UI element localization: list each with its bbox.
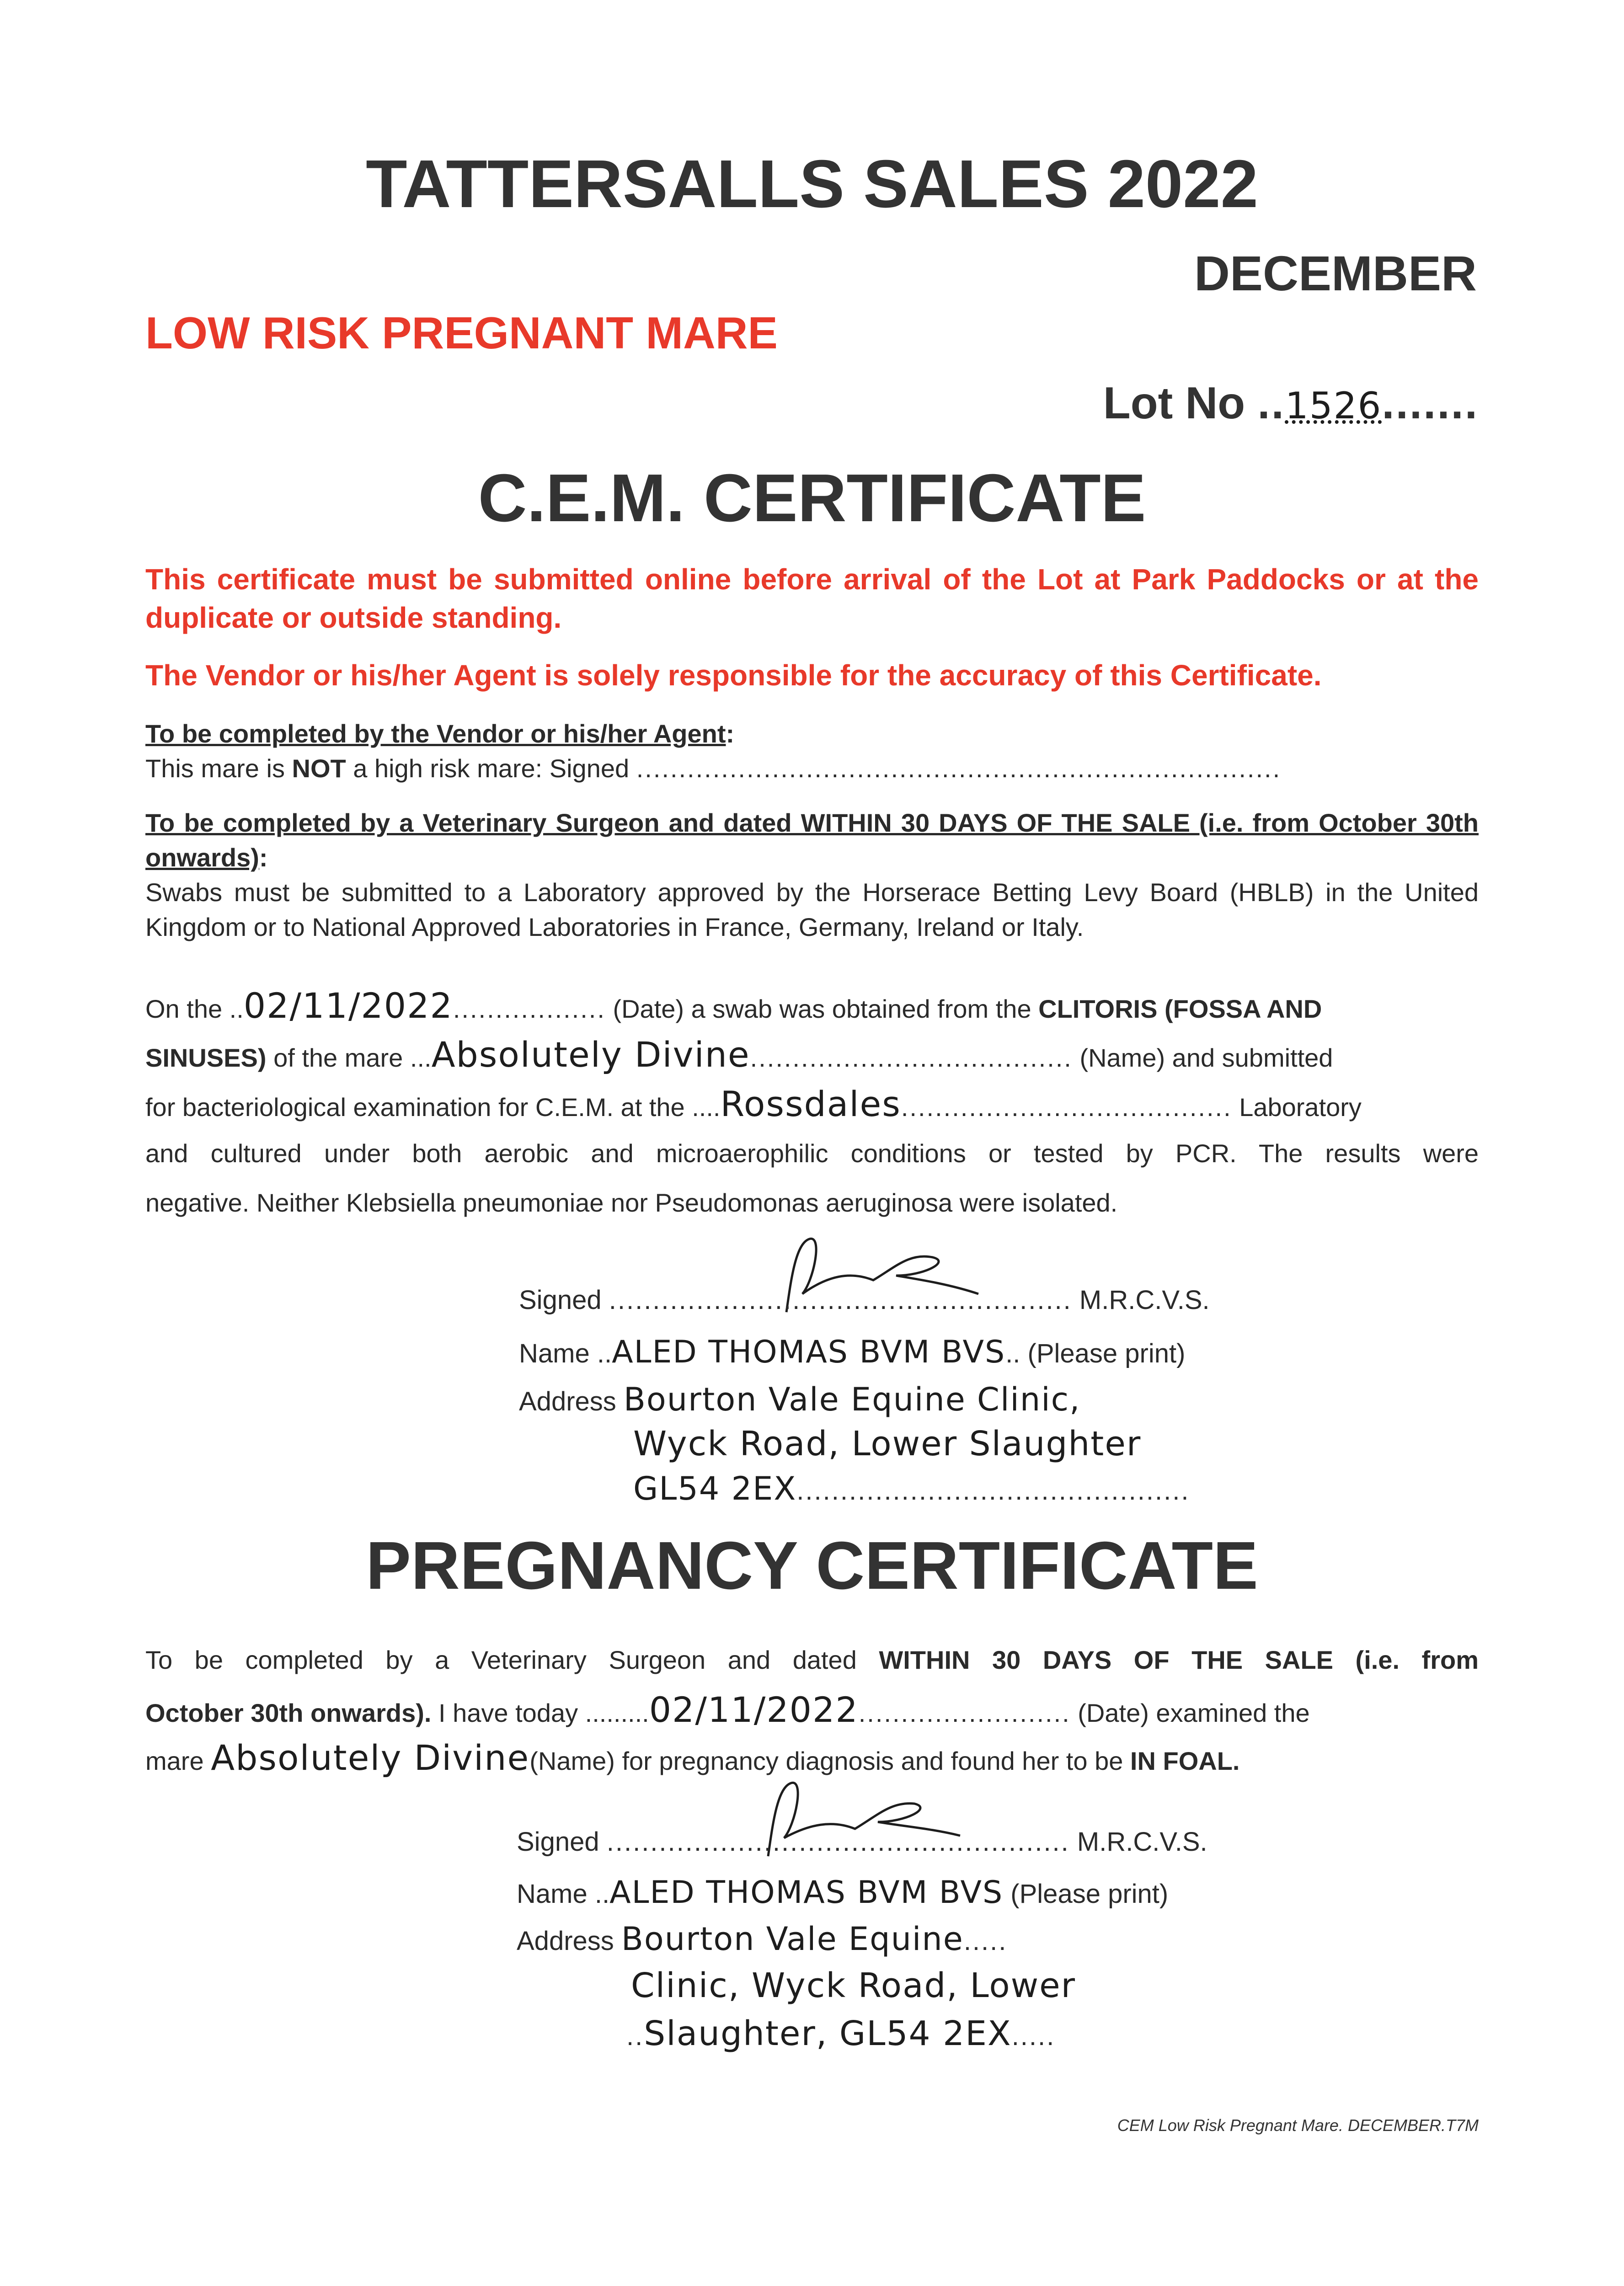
pregnancy-address-line-2: Clinic, Wyck Road, Lower [631,1966,1076,2005]
pregnancy-line-3: mare Absolutely Divine(Name) for pregnancy diagnosis and found her to be IN FOAL. [145,1737,1240,1778]
category-label: LOW RISK PREGNANT MARE [145,308,778,358]
pregnancy-name-row: Name ..ALED THOMAS BVM BVS (Please print) [517,1875,1169,1911]
swab-date: 02/11/2022 [243,985,453,1026]
cem-vet-name: ALED THOMAS BVM BVS [612,1334,1006,1370]
cem-signed-row: Signed ..................................................... M.R.C.V.S. [519,1285,1210,1315]
cem-address-row-3: GL54 2EX............................................. [633,1470,1190,1507]
vendor-section: To be completed by the Vendor or his/her Agent: This mare is NOT a high risk mare: Signed ............................................................................ [145,719,1282,783]
vet-section: To be completed by a Veterinary Surgeon and dated WITHIN 30 DAYS OF THE SALE (i.e. from October 30th onwards): Swabs must be submitted to a Laboratory approved by the Horserace Betting Levy Board (HBLB) in the United Kingdom or to National Approved Laboratories in France, Germany, Ireland or Italy. [145,808,1479,941]
document-title: TATTERSALLS SALES 2022 [366,146,1258,222]
pregnancy-address-row: Address Bourton Vale Equine..... [517,1920,1008,1958]
swab-line-1: On the ..02/11/2022.................. (Date) a swab was obtained from the CLITORIS (FOSSA AND [145,985,1322,1026]
responsibility-notice: The Vendor or his/her Agent is solely responsible for the accuracy of this Certificate. [145,659,1322,692]
form-code: CEM Low Risk Pregnant Mare. DECEMBER.T7M [1117,2116,1479,2135]
vet-instructions: Swabs must be submitted to a Laboratory approved by the Horserace Betting Levy Board (HBLB) in the United Kingdom or to National Approved Laboratories in France, Germany, Ireland or Italy. [145,878,1479,941]
cem-address-line-2: Wyck Road, Lower Slaughter [633,1424,1142,1463]
cem-name-row: Name ..ALED THOMAS BVM BVS.. (Please print) [519,1334,1186,1370]
laboratory-name: Rossdales [720,1084,901,1124]
lot-label: Lot No [1103,378,1245,428]
pregnancy-vet-name: ALED THOMAS BVM BVS [609,1875,1004,1911]
pregnancy-address-line-3: Slaughter, GL54 2EX [644,2014,1012,2053]
cem-address-line-3: GL54 2EX [633,1470,797,1507]
lot-number-field: Lot No ..1526....... [1103,378,1479,428]
vendor-signature-line: ............................................................................ [636,754,1282,783]
vet-heading: To be completed by a Veterinary Surgeon and dated WITHIN 30 DAYS OF THE SALE (i.e. from October 30th onwards) [145,808,1479,872]
lot-number-value: 1526 [1285,385,1382,427]
pregnancy-signed-row: Signed ..................................................... M.R.C.V.S. [517,1827,1207,1857]
result-line-1: and cultured under both aerobic and microaerophilic conditions or tested by PCR. The results were [145,1139,1479,1168]
vendor-heading: To be completed by the Vendor or his/her Agent [145,719,726,748]
pregnancy-line-2: October 30th onwards). I have today .........02/11/2022......................... (Date) examined the [145,1689,1310,1730]
sale-month: DECEMBER [1194,246,1477,301]
pregnancy-line-1: To be completed by a Veterinary Surgeon and dated WITHIN 30 DAYS OF THE SALE (i.e. from [145,1645,1479,1674]
swab-line-2: SINUSES) of the mare ...Absolutely Divine...................................... (Name) and submitted [145,1034,1333,1075]
mare-name-pregnancy: Absolutely Divine [211,1737,530,1778]
mare-name-cem: Absolutely Divine [431,1034,750,1075]
pregnancy-address-row-3: ..Slaughter, GL54 2EX..... [626,2014,1056,2053]
cem-address-line-1: Bourton Vale Equine Clinic, [623,1381,1081,1418]
cem-address-row: Address Bourton Vale Equine Clinic, [519,1381,1081,1418]
pregnancy-address-line-1: Bourton Vale Equine [621,1920,964,1958]
pregnancy-certificate-title: PREGNANCY CERTIFICATE [366,1528,1258,1603]
swab-line-3: for bacteriological examination for C.E.M. at the ....Rossdales....................................... Laboratory [145,1084,1362,1124]
submission-notice: This certificate must be submitted online before arrival of the Lot at Park Paddocks or at the duplicate or outside standing. [145,563,1479,634]
cem-certificate-title: C.E.M. CERTIFICATE [478,460,1146,536]
exam-date: 02/11/2022 [649,1689,859,1730]
result-line-2: negative. Neither Klebsiella pneumoniae nor Pseudomonas aeruginosa were isolated. [145,1188,1118,1217]
